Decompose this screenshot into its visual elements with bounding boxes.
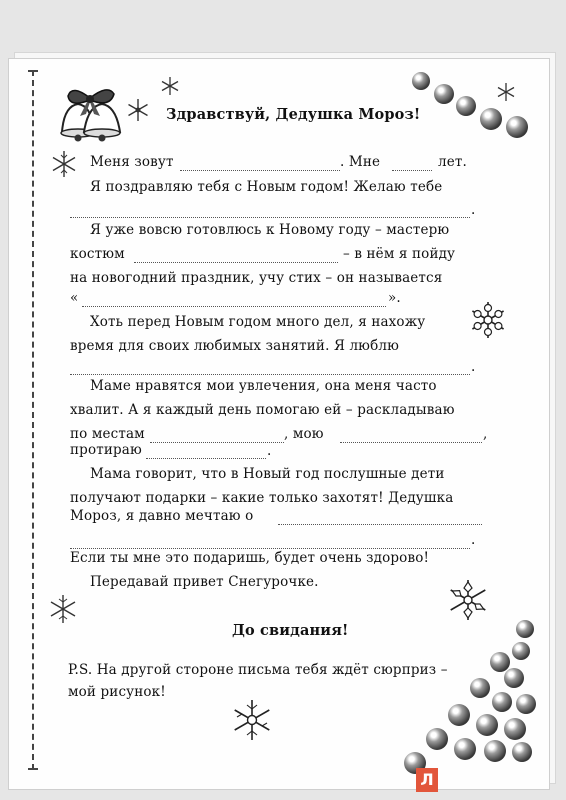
hobby-blank[interactable] (70, 374, 470, 375)
costume-blank[interactable] (134, 262, 338, 263)
cut-tick (28, 70, 38, 72)
dream-blank-2[interactable] (70, 548, 470, 549)
mom-line-2: хвалит. А я каждый день помогаю ей – раскладываю (70, 402, 455, 418)
bead-ornament (412, 72, 430, 90)
snowflake-icon (496, 82, 516, 102)
age-blank[interactable] (392, 170, 432, 171)
bead-ornament (512, 742, 532, 762)
snowflake-icon (160, 76, 180, 96)
bead-ornament (476, 714, 498, 736)
ps-line-2: мой рисунок! (68, 684, 166, 700)
costume-intro: Я уже вовсю готовлюсь к Новому году – мастерю (90, 222, 450, 238)
poem-quote-open: « (70, 290, 79, 306)
bead-ornament (456, 96, 476, 116)
mom-line-1: Маме нравятся мои увлечения, она меня часто (90, 378, 437, 394)
wash-comma: , (483, 426, 488, 442)
bead-ornament (470, 678, 490, 698)
bead-ornament (512, 642, 530, 660)
snowflake-icon (126, 98, 150, 122)
cut-tick (28, 768, 38, 770)
wish-intro: Я поздравляю тебя с Новым годом! Желаю тебе (90, 179, 443, 195)
bead-ornament (516, 694, 536, 714)
snowflake-icon (468, 300, 508, 340)
wash-blank[interactable] (340, 442, 482, 443)
hobby-line: время для своих любимых занятий. Я люблю (70, 338, 399, 354)
publisher-logo: Л (416, 768, 438, 792)
places-blank[interactable] (150, 442, 284, 443)
places-label: по местам (70, 426, 145, 442)
dream-end: . (471, 532, 476, 548)
dream-label: Мороз, я давно мечтаю о (70, 508, 254, 524)
farewell-title: До свидания! (232, 622, 349, 639)
snowflake-icon (50, 150, 78, 178)
cut-line (32, 70, 34, 770)
wish-end: . (471, 202, 476, 218)
wipe-end: . (267, 443, 272, 459)
poem-blank[interactable] (82, 306, 386, 307)
bead-ornament (504, 668, 524, 688)
greeting-title: Здравствуй, Дедушка Мороз! (166, 106, 421, 123)
snowflake-icon (446, 578, 490, 622)
snegurochka-line: Передавай привет Снегурочке. (90, 574, 319, 590)
bead-ornament (480, 108, 502, 130)
gift-line-2: получают подарки – какие только захотят! Дедушка (70, 490, 454, 506)
age-suffix: лет. (438, 154, 467, 170)
name-blank[interactable] (180, 170, 340, 171)
wipe-label: протираю (70, 442, 142, 458)
costume-label: костюм (70, 246, 125, 262)
wipe-blank[interactable] (146, 458, 266, 459)
wash-label: , мою (284, 426, 324, 442)
bead-ornament (504, 718, 526, 740)
bead-ornament (426, 728, 448, 750)
bells-icon (48, 82, 128, 144)
hobby-end: . (471, 359, 476, 375)
snowflake-icon (230, 698, 274, 742)
age-label: . Мне (340, 154, 381, 170)
hobby-intro: Хоть перед Новым годом много дел, я нахожу (90, 314, 426, 330)
poem-quote-close: ». (388, 290, 401, 306)
name-label: Меня зовут (90, 154, 174, 170)
bead-ornament (448, 704, 470, 726)
bead-ornament (492, 692, 512, 712)
poem-intro: на новогодний праздник, учу стих – он называется (70, 270, 443, 286)
gift-line-1: Мама говорит, что в Новый год послушные дети (90, 466, 445, 482)
dream-blank[interactable] (278, 524, 482, 525)
ps-line-1: P.S. На другой стороне письма тебя ждёт сюрприз – (68, 662, 448, 678)
bead-ornament (434, 84, 454, 104)
thanks-line: Если ты мне это подаришь, будет очень здорово! (70, 550, 430, 566)
bead-ornament (506, 116, 528, 138)
bead-ornament (484, 740, 506, 762)
bead-ornament (454, 738, 476, 760)
bead-ornament (516, 620, 534, 638)
costume-suffix: – в нём я пойду (343, 246, 456, 262)
snowflake-icon (48, 594, 78, 624)
wish-blank[interactable] (70, 217, 470, 218)
